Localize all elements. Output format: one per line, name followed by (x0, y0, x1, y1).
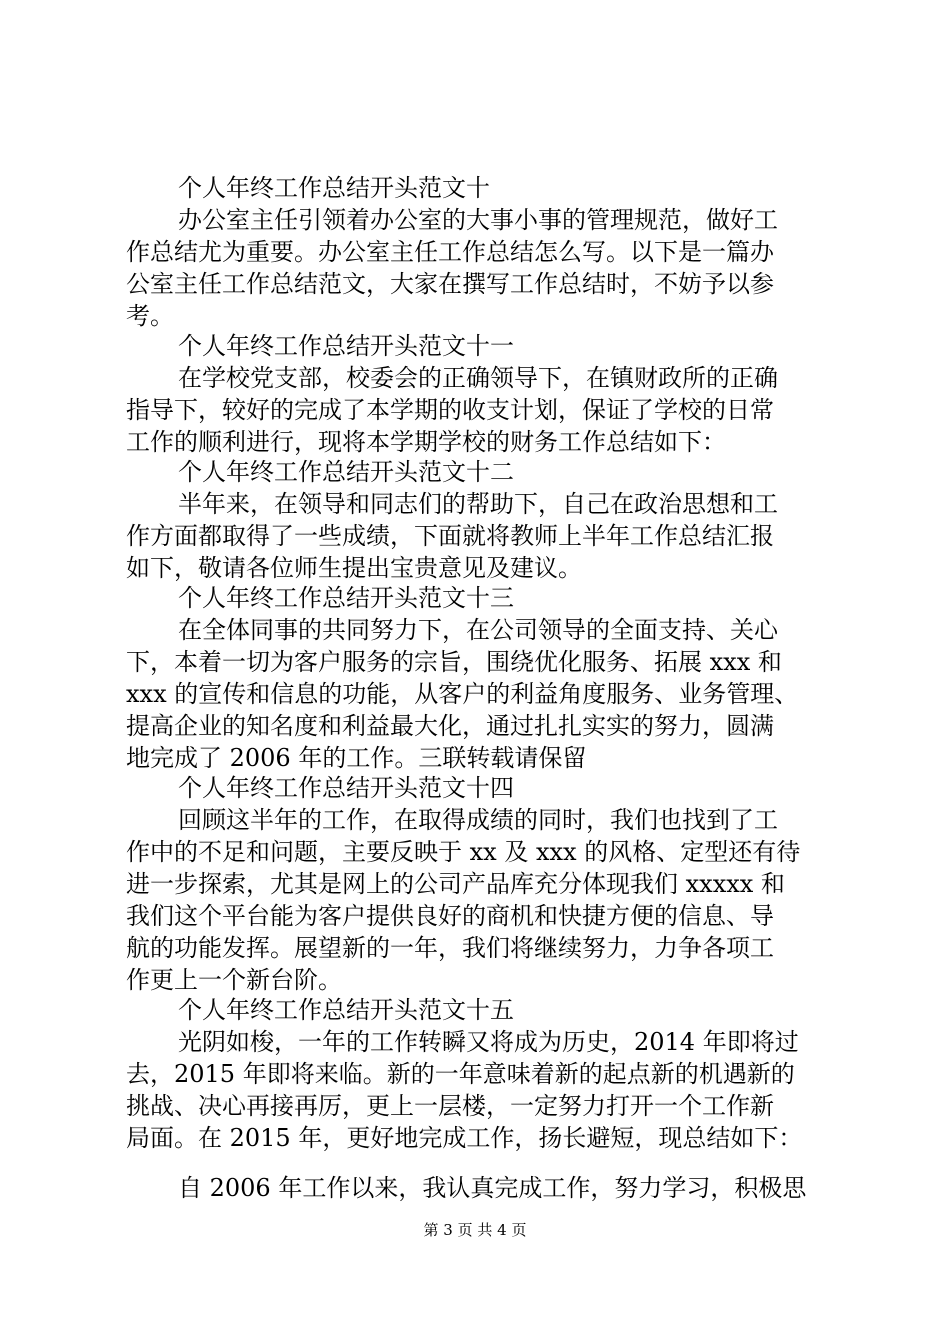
paragraph-line: 提高企业的知名度和利益最大化，通过扎扎实实的努力，圆满 (126, 712, 774, 740)
paragraph-line: 地完成了 2006 年的工作。三联转载请保留 (126, 744, 587, 772)
paragraph-line: 下，本着一切为客户服务的宗旨，围绕优化服务、拓展 xxx 和 (126, 648, 782, 676)
paragraph-line: 在学校党支部，校委会的正确领导下，在镇财政所的正确 (178, 364, 778, 392)
section-heading: 个人年终工作总结开头范文十二 (178, 458, 514, 486)
paragraph-line: 挑战、决心再接再厉，更上一层楼，一定努力打开一个工作新 (126, 1092, 774, 1120)
paragraph-line: 我们这个平台能为客户提供良好的商机和快捷方便的信息、导 (126, 902, 774, 930)
paragraph-line: xxx 的宣传和信息的功能，从客户的利益角度服务、业务管理、 (126, 680, 799, 708)
section-heading: 个人年终工作总结开头范文十 (178, 174, 490, 202)
page-number-footer: 第 3 页 共 4 页 (423, 1221, 527, 1239)
paragraph-line: 考。 (126, 302, 174, 330)
paragraph-line: 半年来，在领导和同志们的帮助下，自己在政治思想和工 (178, 490, 778, 518)
section-heading: 个人年终工作总结开头范文十四 (178, 774, 514, 802)
paragraph-line: 局面。在 2015 年，更好地完成工作，扬长避短，现总结如下： (126, 1124, 803, 1152)
paragraph-line: 作方面都取得了一些成绩，下面就将教师上半年工作总结汇报 (126, 522, 774, 550)
paragraph-line: 作总结尤为重要。办公室主任工作总结怎么写。以下是一篇办 (126, 238, 774, 266)
paragraph-line: 公室主任工作总结范文，大家在撰写工作总结时，不妨予以参 (126, 270, 774, 298)
paragraph-line: 进一步探索，尤其是网上的公司产品库充分体现我们 xxxxx 和 (126, 870, 785, 898)
paragraph-line: 作更上一个新台阶。 (126, 966, 342, 994)
paragraph-line: 去，2015 年即将来临。新的一年意味着新的起点新的机遇新的 (126, 1060, 795, 1088)
paragraph-line: 作中的不足和问题，主要反映于 xx 及 xxx 的风格、定型还有待 (126, 838, 801, 866)
paragraph-line: 航的功能发挥。展望新的一年，我们将继续努力，力争各项工 (126, 934, 774, 962)
paragraph-line: 在全体同事的共同努力下，在公司领导的全面支持、关心 (178, 616, 778, 644)
paragraph-line: 办公室主任引领着办公室的大事小事的管理规范，做好工 (178, 206, 778, 234)
paragraph-line: 指导下，较好的完成了本学期的收支计划，保证了学校的日常 (126, 396, 774, 424)
section-heading: 个人年终工作总结开头范文十三 (178, 584, 514, 612)
paragraph-line: 工作的顺利进行，现将本学期学校的财务工作总结如下： (126, 428, 726, 456)
section-heading: 个人年终工作总结开头范文十一 (178, 332, 514, 360)
paragraph-line: 自 2006 年工作以来，我认真完成工作，努力学习，积极思 (178, 1174, 807, 1202)
section-heading: 个人年终工作总结开头范文十五 (178, 996, 514, 1024)
paragraph-line: 回顾这半年的工作，在取得成绩的同时，我们也找到了工 (178, 806, 778, 834)
paragraph-line: 如下，敬请各位师生提出宝贵意见及建议。 (126, 554, 582, 582)
paragraph-line: 光阴如梭，一年的工作转瞬又将成为历史，2014 年即将过 (178, 1028, 799, 1056)
